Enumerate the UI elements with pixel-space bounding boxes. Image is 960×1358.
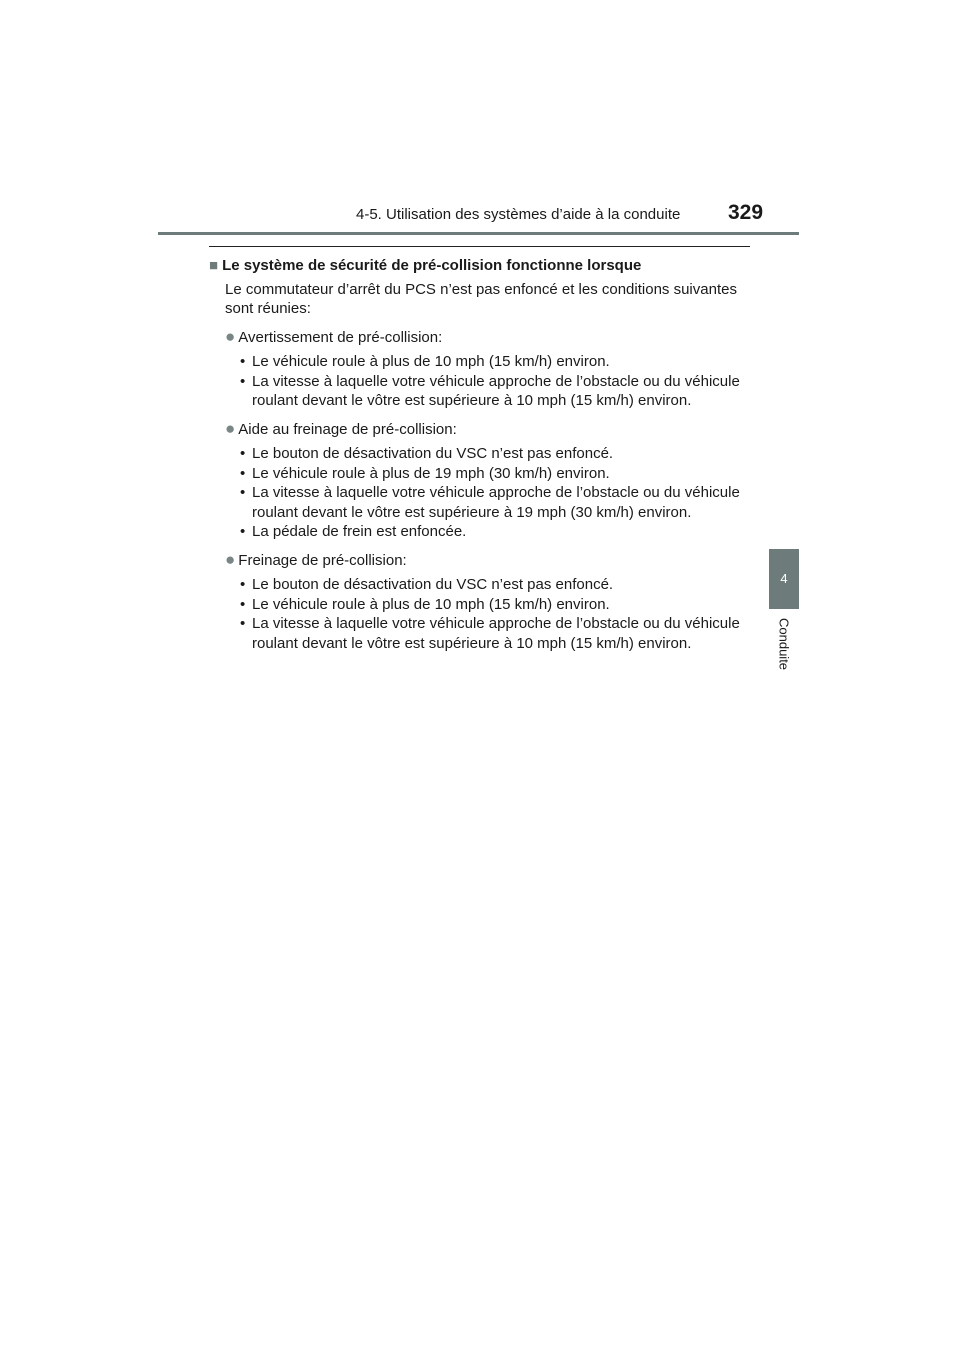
condition-list — [225, 575, 754, 653]
condition-item: • Le véhicule roule à plus de 10 mph (15 km/h) environ. — [240, 595, 754, 615]
condition-item: • Le bouton de désactivation du VSC n’est pas enfoncé. — [240, 444, 754, 464]
header-rule — [158, 232, 799, 235]
section-intro: Le commutateur d’arrêt du PCS n’est pas enfoncé et les conditions suivantes sont réunies: — [225, 280, 737, 317]
condition-item: • La vitesse à laquelle votre véhicule approche de l’obstacle ou du véhicule roulant devant le vôtre est supérieure à 10 mph (15 km/h) environ. — [240, 614, 754, 653]
condition-groups — [209, 327, 754, 654]
condition-item: • La vitesse à laquelle votre véhicule approche de l’obstacle ou du véhicule roulant devant le vôtre est supérieure à 19 mph (30 km/h) environ. — [240, 483, 754, 522]
section-heading — [209, 256, 754, 276]
condition-item: • Le bouton de désactivation du VSC n’est pas enfoncé. — [240, 575, 754, 595]
condition-item: • Le véhicule roule à plus de 10 mph (15 km/h) environ. — [240, 352, 754, 372]
condition-group — [225, 550, 754, 654]
condition-item: • La vitesse à laquelle votre véhicule approche de l’obstacle ou du véhicule roulant devant le vôtre est supérieure à 10 mph (15 km/h) environ. — [240, 372, 754, 411]
round-bullet-icon: ● — [225, 418, 236, 438]
round-bullet-icon: ● — [225, 549, 236, 569]
section-title: Le système de sécurité de pré-collision fonctionne lorsque — [222, 257, 642, 274]
condition-group-title: Avertissement de pré-collision: — [238, 328, 443, 346]
condition-group-heading — [225, 550, 754, 571]
section-content — [209, 256, 754, 653]
chapter-label-text: Conduite — [776, 618, 792, 671]
chapter-label — [770, 618, 798, 678]
chapter-tab: 4 — [769, 549, 799, 609]
condition-group-title: Freinage de pré-collision: — [238, 551, 407, 569]
header-section-title: 4-5. Utilisation des systèmes d’aide à la conduite — [356, 206, 681, 223]
page-number: 329 — [728, 201, 764, 224]
condition-list — [225, 444, 754, 542]
round-bullet-icon: ● — [225, 326, 236, 346]
condition-group-title: Aide au freinage de pré-collision: — [238, 420, 457, 438]
condition-group — [225, 327, 754, 411]
condition-group-heading — [225, 327, 754, 348]
condition-group-heading — [225, 419, 754, 440]
condition-item: • Le véhicule roule à plus de 19 mph (30 km/h) environ. — [240, 464, 754, 484]
square-bullet-icon: ■ — [209, 257, 219, 274]
condition-item: • La pédale de frein est enfoncée. — [240, 522, 754, 542]
section-rule — [209, 246, 750, 247]
condition-list — [225, 352, 754, 411]
condition-group — [225, 419, 754, 542]
